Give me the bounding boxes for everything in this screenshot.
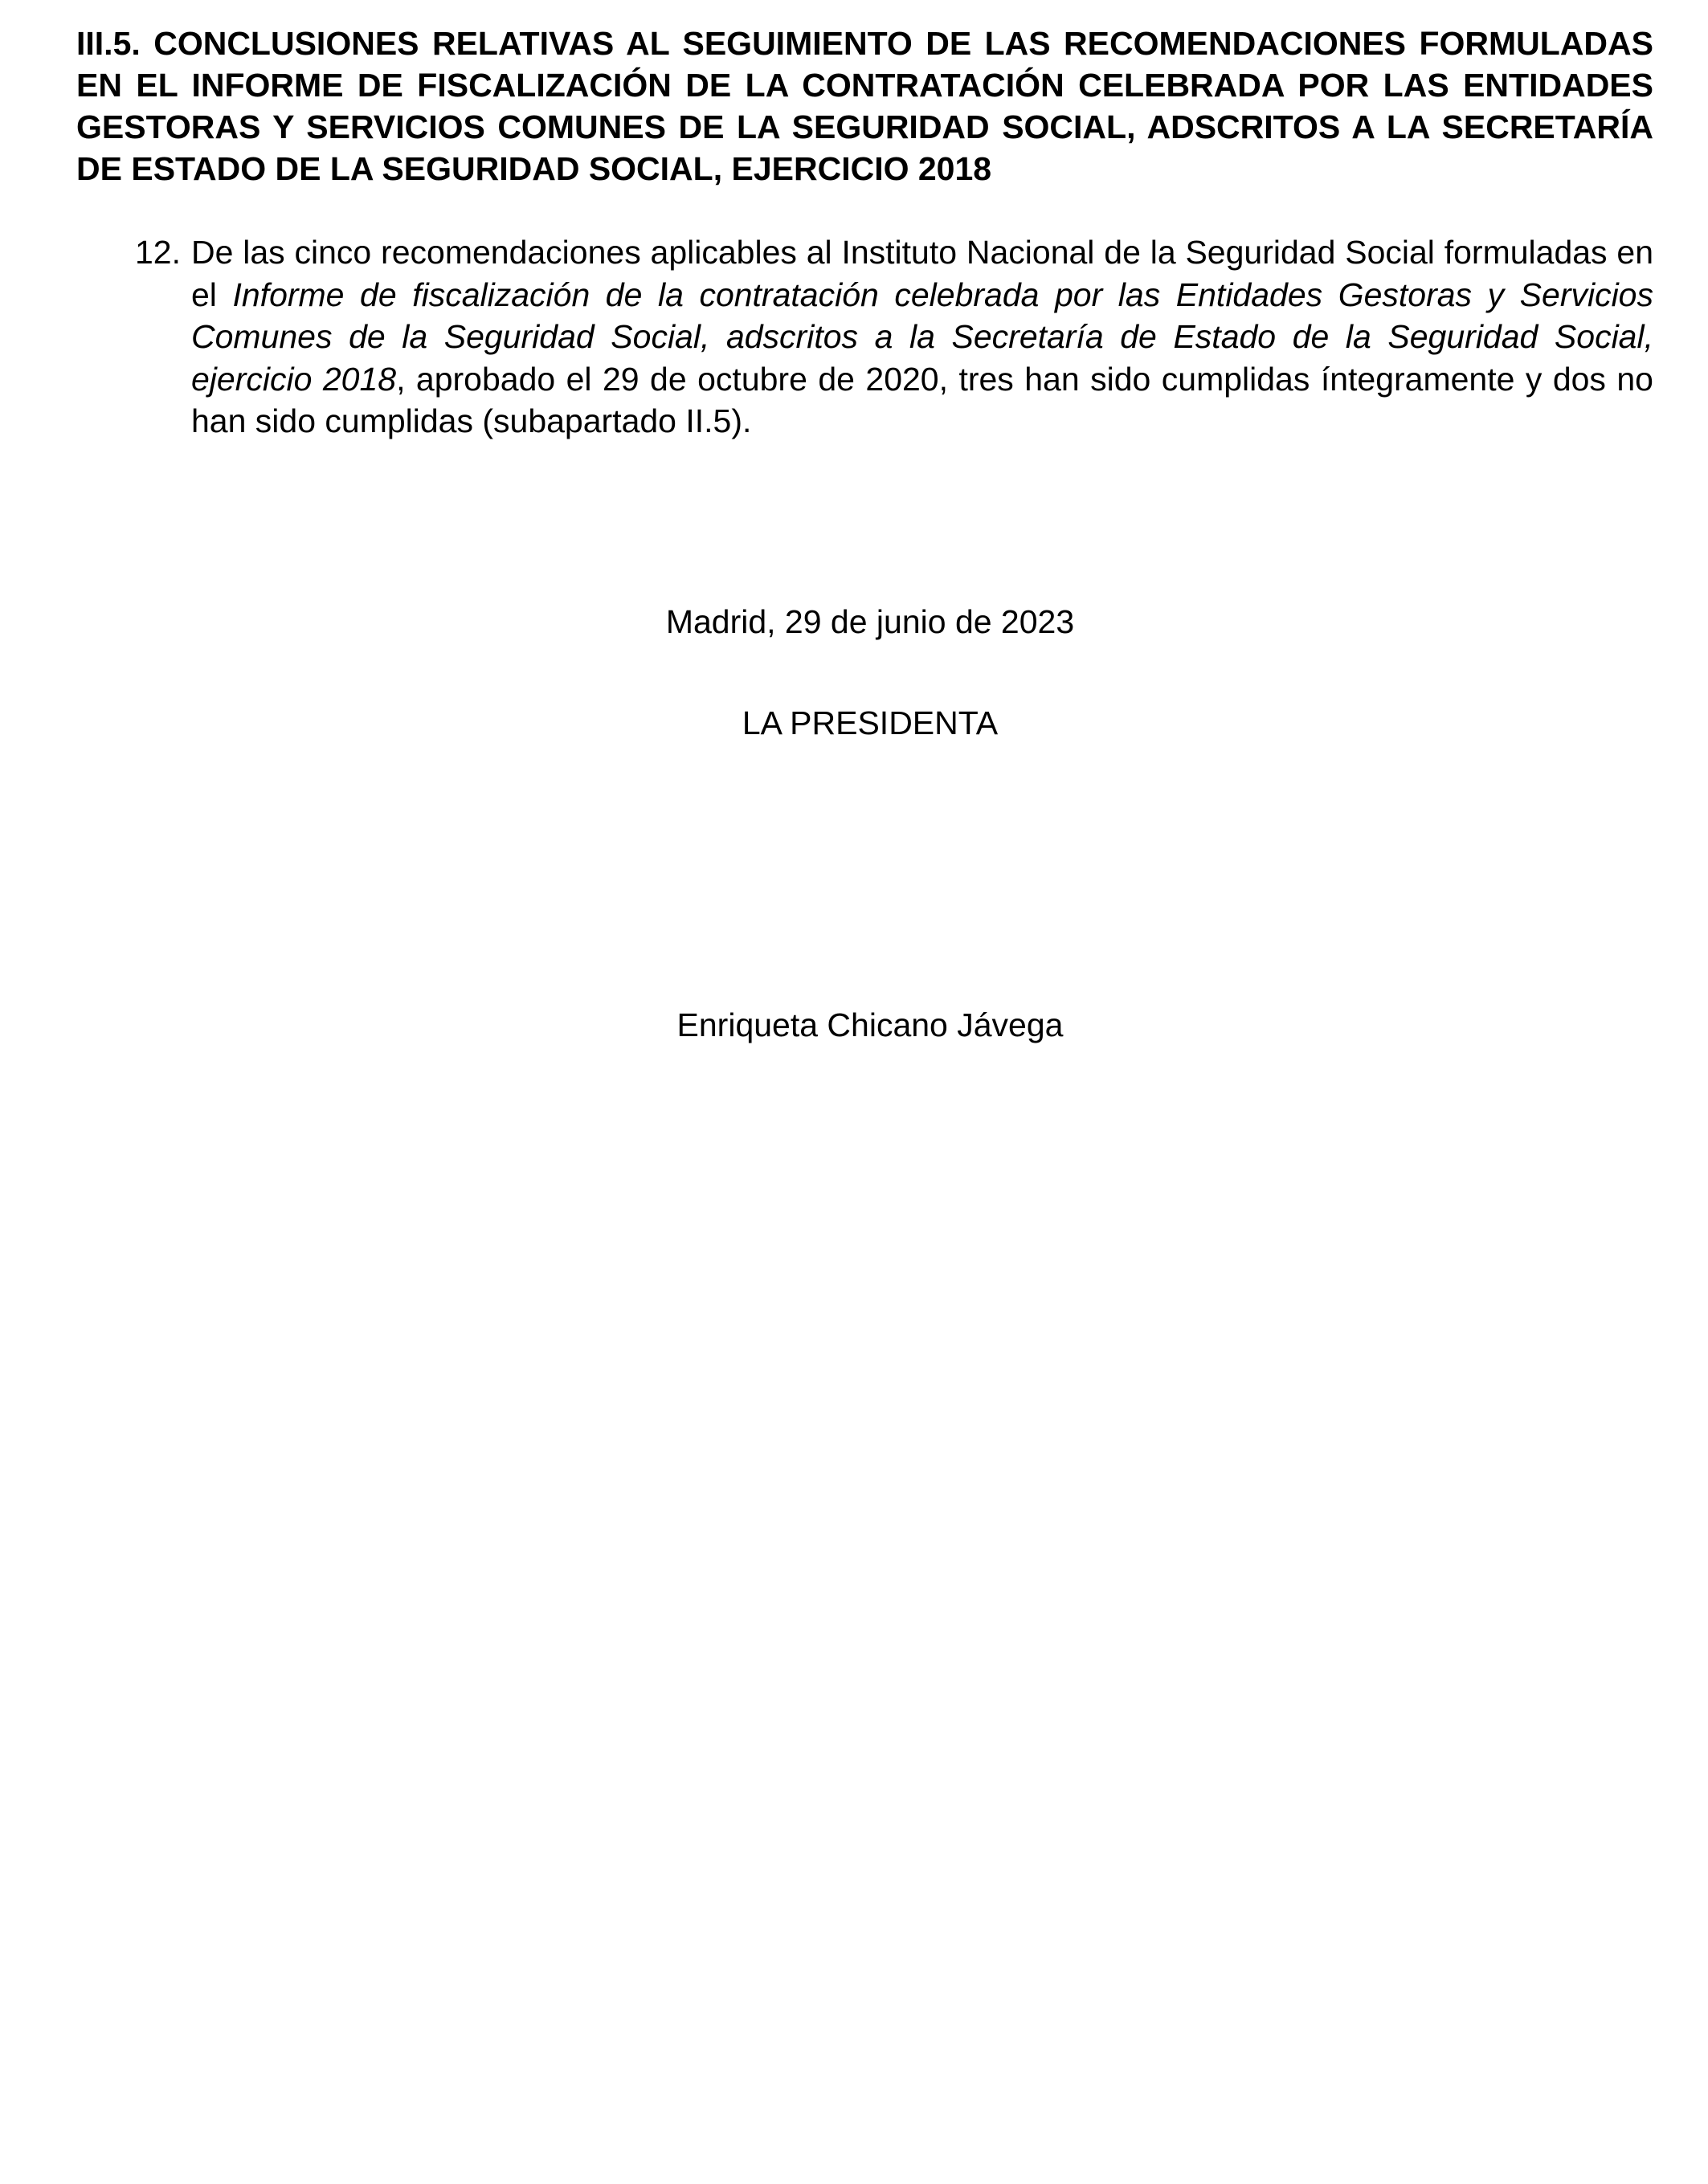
numbered-paragraph <box>135 231 1653 443</box>
signer-title: LA PRESIDENTA <box>742 704 999 741</box>
place-date: Madrid, 29 de junio de 2023 <box>665 603 1075 640</box>
section-number: III.5. <box>76 25 141 62</box>
paragraph-number: 12. <box>135 234 181 271</box>
section-title: CONCLUSIONES RELATIVAS AL SEGUIMIENTO DE LAS RECOMENDACIONES FORMULADAS EN EL INFORME DE FISCALIZACIÓN DE LA CONTRATACIÓN CELEBRADA POR LAS ENTIDADES GESTORAS Y SERVICIOS COMUNES DE LA SEGURIDAD SOCIAL, ADSCRITOS A LA SECRETARÍA DE ESTADO DE LA SEGURIDAD SOCIAL, EJERCICIO 2018 <box>76 25 1653 187</box>
signer-name: Enriqueta Chicano Jávega <box>676 1006 1064 1043</box>
paragraph-text-after: , aprobado el 29 de octubre de 2020, tres han sido cumplidas íntegramente y dos no han sido cumplidas (subapartado II.5). <box>191 360 1653 439</box>
paragraph-text <box>191 231 1653 443</box>
section-heading <box>76 22 1653 190</box>
report-title: Informe de fiscalización de la contratación celebrada por las Entidades Gestoras y Servicios Comunes de la Seguridad Social, adscritos a la Secretaría de Estado de la Seguridad Social, ejercicio 2018 <box>191 276 1653 398</box>
paragraph-text-before: De las cinco recomendaciones aplicables al Instituto Nacional de la Seguridad Social formuladas en el <box>191 234 1653 313</box>
